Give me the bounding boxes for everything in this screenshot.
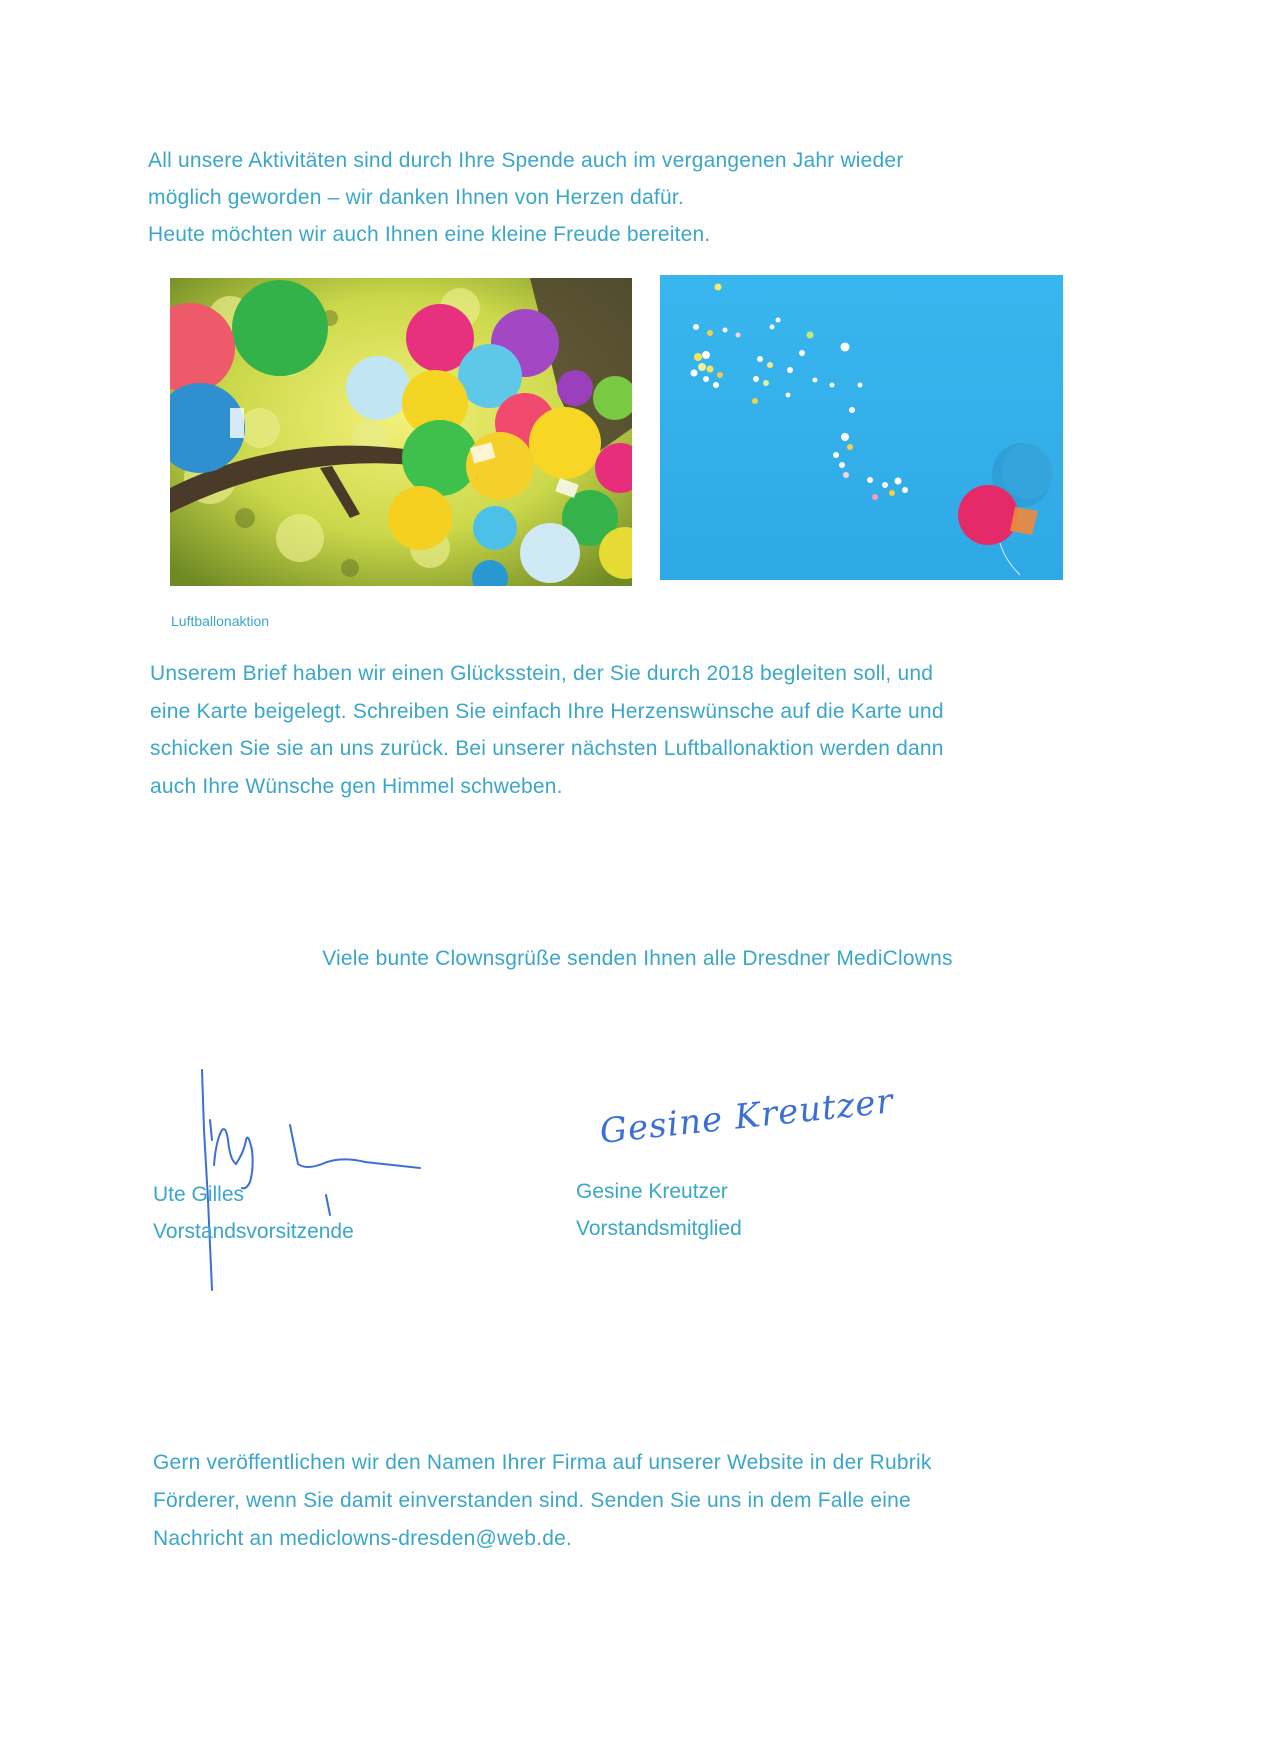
signatory-name: Ute Gilles [153, 1183, 245, 1206]
body-line: eine Karte beigelegt. Schreiben Sie einfach Ihre Herzenswünsche auf die Karte und [150, 699, 944, 723]
signatory-left [153, 1176, 354, 1250]
signatory-right [576, 1173, 742, 1247]
footer-line: Förderer, wenn Sie damit einverstanden sind. Senden Sie uns in dem Falle eine [153, 1489, 911, 1512]
closing-greeting: Viele bunte Clownsgrüße senden Ihnen alle Dresdner MediClowns [322, 947, 953, 970]
footer-paragraph [153, 1444, 1113, 1558]
signatory-role: Vorstandsmitglied [576, 1217, 742, 1240]
body-line: Unserem Brief haben wir einen Glücksstein, der Sie durch 2018 begleiten soll, und [150, 662, 934, 685]
signatory-name: Gesine Kreutzer [576, 1180, 728, 1203]
footer-line: Gern veröffentlichen wir den Namen Ihrer Firma auf unserer Website in der Rubrik [153, 1451, 932, 1474]
body-paragraph [150, 655, 1095, 805]
intro-line: möglich geworden – wir danken Ihnen von Herzen dafür. [148, 186, 684, 209]
intro-line: All unsere Aktivitäten sind durch Ihre Spende auch im vergangenen Jahr wieder [148, 149, 904, 172]
signature-gesine-kreutzer: Gesine Kreutzer [597, 1081, 896, 1152]
balloons-sky-photo [660, 275, 1063, 580]
footer-line: Nachricht an mediclowns-dresden@web.de. [153, 1527, 572, 1550]
photo-caption: Luftballonaktion [171, 613, 270, 629]
body-line: auch Ihre Wünsche gen Himmel schweben. [150, 774, 563, 798]
intro-paragraph [148, 142, 1068, 253]
body-line: schicken Sie sie an uns zurück. Bei unserer nächsten Luftballonaktion werden dann [150, 737, 944, 760]
intro-line: Heute möchten wir auch Ihnen eine kleine Freude bereiten. [148, 223, 711, 246]
balloons-tree-photo [170, 278, 632, 586]
signatory-role: Vorstandsvorsitzende [153, 1220, 354, 1243]
